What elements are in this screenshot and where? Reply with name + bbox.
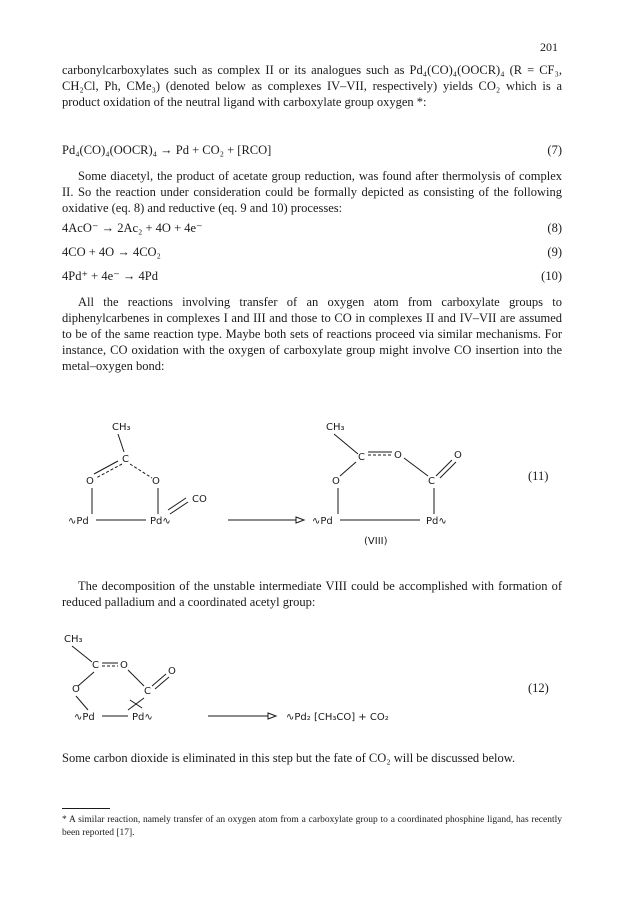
ch3-label-left: CH₃ [112, 422, 131, 433]
equation-10-body: 4Pd⁺ + 4e⁻ → 4Pd [62, 269, 158, 283]
co-label: CO [192, 494, 207, 505]
carbon-label-right: C [358, 452, 365, 463]
paragraph-3: All the reactions involving transfer of an oxygen atom from carboxylate groups to diphenylcarbenes in complexes I and III and those to CO in complexes II and IV–VII are assumed to be of the same reaction type. Maybe both sets of reactions proceed via similar mechanisms. For instance, CO oxidation with the oxygen of carboxylate group might involve CO insertion into the metal–oxygen bond: [62, 295, 562, 373]
pd-label-left-b: ∿Pd [312, 516, 333, 527]
equation-10-number: (10) [541, 269, 562, 283]
carbon-label-right-2: C [428, 476, 435, 487]
paragraph-2: Some diacetyl, the product of acetate group reduction, was found after thermolysis of complex II. So the reaction under consideration could be formally depicted as consisting of the following oxidative (eq. 8) and reductive (eq. 9 and 10) processes: [62, 169, 562, 215]
equation-8-body: 4AcO⁻ → 2Ac₂ + 4O + 4e⁻ [62, 221, 203, 235]
pd-label-12-right: Pd∿ [132, 712, 153, 723]
oxygen-label-12b: O [72, 684, 80, 695]
equation-9-number: (9) [547, 245, 562, 259]
ch3-label-right: CH₃ [326, 422, 345, 433]
equation-7-number: (7) [547, 143, 562, 157]
carbon-label-left: C [122, 454, 129, 465]
oxygen-label-left-1: O [86, 476, 94, 487]
reaction-scheme-12 [62, 630, 562, 730]
pd-label-right-a: Pd∿ [150, 516, 171, 527]
pd-label-left-a: ∿Pd [68, 516, 89, 527]
pd-label-right-b: Pd∿ [426, 516, 447, 527]
equation-7-body: Pd₄(CO)₄(OOCR)₄ → Pd + CO₂ + [RCO] [62, 143, 272, 157]
equation-8-number: (8) [547, 221, 562, 235]
oxygen-label-right-1: O [394, 450, 402, 461]
scheme-12-number: (12) [528, 681, 549, 695]
paragraph-5: Some carbon dioxide is eliminated in this step but the fate of CO₂ will be discussed below. [62, 751, 516, 765]
pd-label-12-left: ∿Pd [74, 712, 95, 723]
oxygen-label-12a: O [120, 660, 128, 671]
reaction-scheme-11 [62, 418, 562, 558]
oxygen-label-left-2: O [152, 476, 160, 487]
product-label-12: ∿Pd₂ [CH₃CO] + CO₂ [286, 712, 389, 723]
ch3-label-12: CH₃ [64, 634, 83, 645]
carbon-label-12: C [92, 660, 99, 671]
intermediate-label: (VIII) [364, 536, 388, 547]
page-number: 201 [540, 40, 558, 54]
oxygen-label-right-3: O [454, 450, 462, 461]
oxygen-label-right-2: O [332, 476, 340, 487]
oxygen-label-12c: O [168, 666, 176, 677]
paragraph-4: The decomposition of the unstable intermediate VIII could be accomplished with formation of reduced palladium and a coordinated acetyl group: [62, 579, 562, 609]
paragraph-1: carbonylcarboxylates such as complex II or its analogues such as Pd₄(CO)₄(OOCR)₄ (R = CF₃, CH₂Cl, Ph, CMe₃) (denoted below as complexes IV–VII, respectively) yields CO₂ which is a product oxidation of the neutral ligand with carboxylate group oxygen *: [62, 63, 562, 109]
scheme-11-number: (11) [528, 469, 549, 483]
carbon-label-12b: C [144, 686, 151, 697]
footnote-divider [62, 808, 110, 809]
footnote: * A similar reaction, namely transfer of an oxygen atom from a carboxylate group to a coordinated phosphine ligand, has recently been reported [17]. [62, 815, 562, 838]
equation-9-body: 4CO + 4O → 4CO₂ [62, 245, 161, 259]
